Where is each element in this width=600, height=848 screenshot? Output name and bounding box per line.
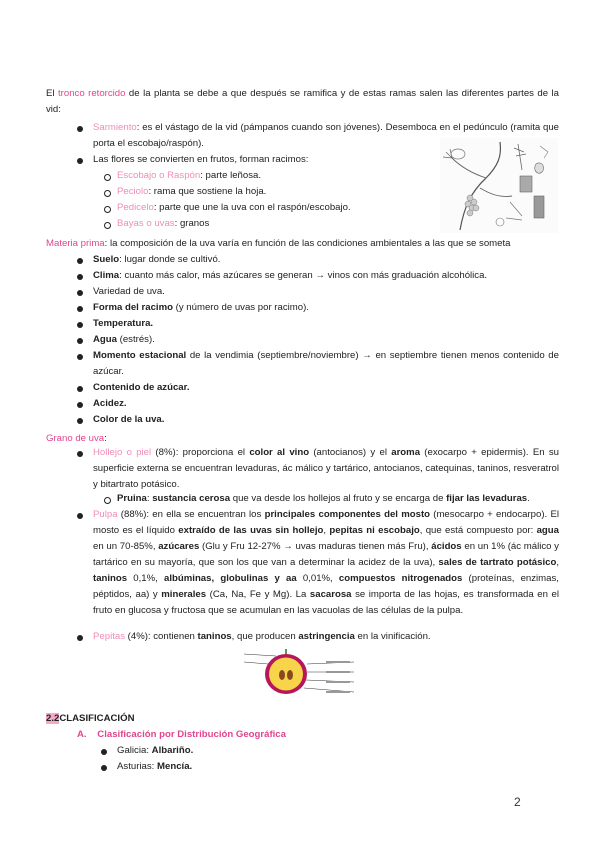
sub-bayas: Bayas o uvas: granos bbox=[117, 218, 210, 229]
bullet bbox=[77, 338, 83, 344]
vine-illustration bbox=[440, 138, 558, 233]
sub-bullet bbox=[104, 222, 111, 229]
item-flores: Las flores se convierten en frutos, forman racimos: bbox=[93, 154, 309, 165]
item-pulpa: Pulpa (88%): en ella se encuentran los principales componentes del mosto (mesocarpo + endocarpo). El mosto es el líquido extraído de las uvas sin hollejo, pepitas ni escobajo, que está compuesto por: agua en un 70-85%, azúcares (Glu y Fru 12-27% → uvas maduras tienen más Fru), ácidos en un 1% (ác málico y tartárico en su mayoría, que son los que van a determinar la acidez de la uva), sales de tartrato potásico, taninos 0,1%, albúminas, globulinas y aa 0,01%, compuestos nitrogenados (proteínas, enzimas, péptidos, aa) y minerales (Ca, Na, Fe y Mg). La sacarosa se importa de las hojas, es transformada en el fruto en glucosa y fructosa que se acumulan en las vacuolas de las células de la pulpa. bbox=[93, 509, 559, 616]
bullet bbox=[77, 322, 83, 328]
bullet bbox=[77, 354, 83, 360]
sub-pedicelo: Pedicelo: parte que une la uva con el raspón/escobajo. bbox=[117, 202, 351, 213]
sub-bullet bbox=[104, 190, 111, 197]
factor-azucar: Contenido de azúcar. bbox=[93, 382, 190, 393]
item-pruina: Pruina: sustancia cerosa que va desde los hollejos al fruto y se encarga de fijar las levaduras. bbox=[117, 493, 530, 504]
bullet bbox=[77, 451, 83, 457]
bullet bbox=[77, 386, 83, 392]
sub-escobajo: Escobajo o Raspón: parte leñosa. bbox=[117, 170, 262, 181]
bullet bbox=[77, 274, 83, 280]
materia-prima-paragraph: Materia prima: la composición de la uva varía en función de las condiciones ambientales a las que se someta bbox=[46, 238, 511, 249]
sub-bullet bbox=[104, 206, 111, 213]
section-heading bbox=[46, 711, 559, 727]
item-hollejo: Hollejo o piel (8%): proporciona el color al vino (antocianos) y el aroma (exocarpo + epidermis). En su superficie externa se encuentran levaduras, ác málico y tartárico, antocianos, catequinas, taninos, resveratrol y bitartrato potásico. bbox=[93, 447, 559, 490]
bullet bbox=[77, 402, 83, 408]
factor-clima: Clima: cuanto más calor, más azúcares se generan → vinos con más graduación alcohólica. bbox=[93, 270, 488, 281]
bullet bbox=[77, 418, 83, 424]
section-number: 2.2 bbox=[46, 713, 60, 724]
bullet bbox=[77, 635, 83, 641]
grape-cross-section-diagram bbox=[242, 648, 358, 696]
sub-peciolo: Peciolo: rama que sostiene la hoja. bbox=[117, 186, 267, 197]
sub-bullet bbox=[104, 497, 111, 504]
factor-agua: Agua (estrés). bbox=[93, 334, 155, 345]
bullet bbox=[77, 513, 83, 519]
factor-suelo: Suelo: lugar donde se cultivó. bbox=[93, 254, 221, 265]
grano-heading: Grano de uva: bbox=[46, 433, 107, 444]
factor-momento: Momento estacional de la vendimia (septiembre/noviembre) → en septiembre tienen menos contenido de azúcar. bbox=[93, 350, 559, 377]
region-asturias: Asturias: Mencía. bbox=[117, 761, 193, 772]
term-tronco: tronco retorcido bbox=[58, 88, 126, 99]
factor-acidez: Acidez. bbox=[93, 398, 127, 409]
page-number: 2 bbox=[514, 795, 521, 809]
item-sarmiento: Sarmiento: es el vástago de la vid (pámpanos cuando son jóvenes). Desemboca en el pedúnculo (ramita que porta el escobajo/raspón). bbox=[93, 122, 559, 149]
bullet bbox=[77, 258, 83, 264]
bullet bbox=[77, 306, 83, 312]
factor-forma: Forma del racimo (y número de uvas por racimo). bbox=[93, 302, 309, 313]
item-pepitas: Pepitas (4%): contienen taninos, que producen astringencia en la vinificación. bbox=[93, 631, 431, 642]
factor-temperatura: Temperatura. bbox=[93, 318, 154, 329]
bullet bbox=[101, 749, 107, 755]
sub-bullet bbox=[104, 174, 111, 181]
subsection-heading: A. Clasificación por Distribución Geográfica bbox=[77, 729, 286, 740]
bullet bbox=[101, 765, 107, 771]
factor-variedad: Variedad de uva. bbox=[93, 286, 165, 297]
bullet bbox=[77, 126, 83, 132]
bullet bbox=[77, 158, 83, 164]
intro-paragraph: El tronco retorcido de la planta se debe a que después se ramifica y de estas ramas salen las diferentes partes de la vid: bbox=[46, 88, 560, 115]
bullet bbox=[77, 290, 83, 296]
region-galicia: Galicia: Albariño. bbox=[117, 745, 194, 756]
section-title: CLASIFICACIÓN bbox=[59, 713, 135, 724]
factor-color: Color de la uva. bbox=[93, 414, 165, 425]
